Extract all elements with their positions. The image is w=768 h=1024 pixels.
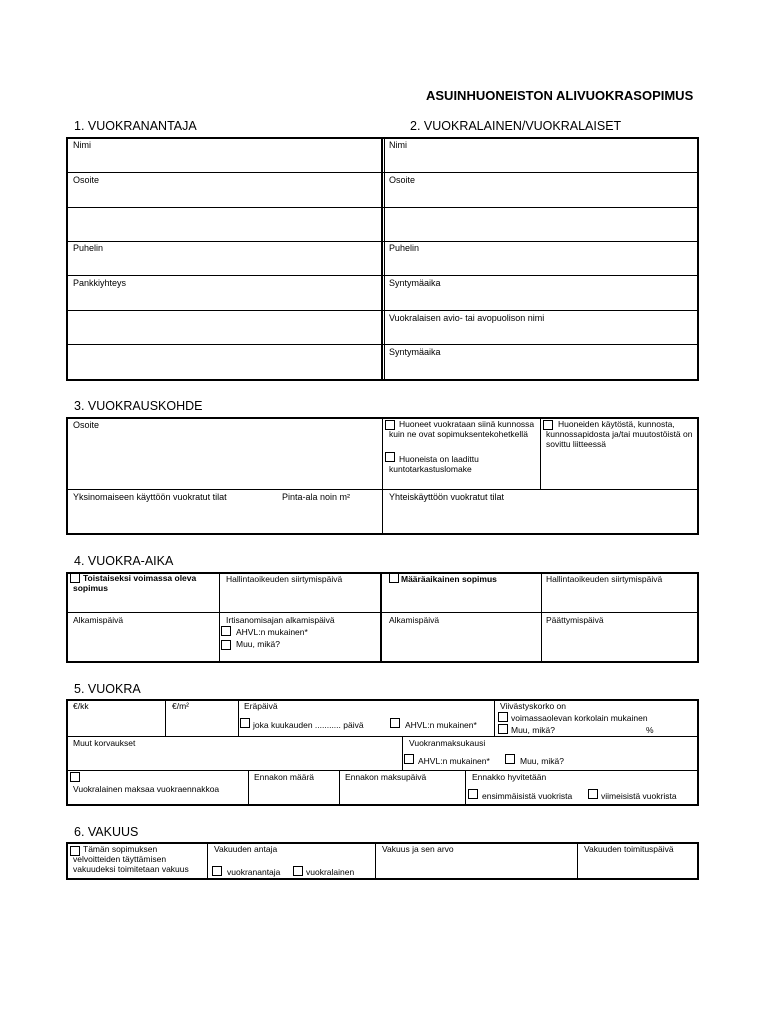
giver-tenant-label: vuokralainen [306, 867, 355, 877]
interest-law-label: voimassaolevan korkolain mukainen [511, 713, 648, 723]
landlord-bank-field[interactable]: Pankkiyhteys [73, 278, 127, 288]
notice-ahvl-label: AHVL:n mukainen* [236, 627, 308, 637]
rent-per-month-field[interactable]: €/kk [73, 701, 89, 711]
security-provided-label: Tämän sopimuksen velvoitteiden täyttämisen vakuudeksi toimitetaan vakuus [73, 844, 189, 875]
due-day-label: joka kuukauden ........... päivä [253, 720, 364, 730]
landlord-name-field[interactable]: Nimi [73, 140, 91, 150]
indefinite-contract-label: Toistaiseksi voimassa oleva sopimus [73, 573, 197, 594]
due-date-label: Eräpäivä [244, 701, 278, 711]
credit-first-label: ensimmäisistä vuokrista [482, 791, 573, 801]
payment-period-label: Vuokranmaksukausi [409, 738, 486, 748]
notice-start-date-label: Irtisanomisajan alkamispäivä [226, 615, 335, 625]
start-date-field-2[interactable]: Alkamispäivä [389, 615, 440, 625]
possession-date-field-2[interactable]: Hallintaoikeuden siirtymispäivä [546, 574, 663, 584]
period-ahvl-label: AHVL:n mukainen* [418, 756, 490, 766]
advance-rent-checkbox[interactable] [70, 772, 80, 782]
notice-other-checkbox[interactable] [221, 640, 231, 650]
interest-other-label: Muu, mikä? [511, 725, 555, 735]
due-day-checkbox[interactable] [240, 718, 250, 728]
interest-other-checkbox[interactable] [498, 724, 508, 734]
rent-per-m2-field[interactable]: €/m² [172, 701, 189, 711]
tenant-birthdate-field[interactable]: Syntymäaika [389, 278, 441, 288]
security-giver-label: Vakuuden antaja [214, 844, 278, 854]
shared-use-field[interactable]: Yhteiskäyttöön vuokratut tilat [389, 492, 505, 502]
period-other-checkbox[interactable] [505, 754, 515, 764]
advance-rent-label: Vuokralainen maksaa vuokraennakkoa [73, 784, 220, 794]
section-4-heading: 4. VUOKRA-AIKA [74, 554, 174, 568]
giver-landlord-checkbox[interactable] [212, 866, 222, 876]
security-value-field[interactable]: Vakuus ja sen arvo [382, 844, 454, 854]
interest-law-checkbox[interactable] [498, 712, 508, 722]
section-5-heading: 5. VUOKRA [74, 682, 141, 696]
late-interest-label: Viivästyskorko on [500, 701, 566, 711]
tenant-address-field[interactable]: Osoite [389, 175, 416, 185]
tenant-phone-field[interactable]: Puhelin [389, 243, 420, 253]
page-title: ASUINHUONEISTON ALIVUOKRASOPIMUS [426, 88, 694, 103]
percent-sign: % [646, 725, 654, 735]
advance-amount-field[interactable]: Ennakon määrä [254, 772, 315, 782]
credit-last-checkbox[interactable] [588, 789, 598, 799]
other-charges-field[interactable]: Muut korvaukset [73, 738, 136, 748]
giver-tenant-checkbox[interactable] [293, 866, 303, 876]
landlord-phone-field[interactable]: Puhelin [73, 243, 104, 253]
landlord-address-field[interactable]: Osoite [73, 175, 100, 185]
advance-payment-date-field[interactable]: Ennakon maksupäivä [345, 772, 427, 782]
period-other-label: Muu, mikä? [520, 756, 564, 766]
appendix-agreement-label: Huoneiden käytöstä, kunnosta, kunnossapidosta ja/tai muutostöistä on sovittu liitteessä [546, 419, 693, 450]
credit-last-label: viimeisistä vuokrista [601, 791, 677, 801]
notice-ahvl-checkbox[interactable] [221, 626, 231, 636]
tenant-name-field[interactable]: Nimi [389, 140, 407, 150]
security-delivery-date-field[interactable]: Vakuuden toimituspäivä [584, 844, 674, 854]
property-address-field[interactable]: Osoite [73, 420, 100, 430]
notice-other-label: Muu, mikä? [236, 639, 280, 649]
fixed-term-checkbox[interactable] [389, 573, 399, 583]
period-ahvl-checkbox[interactable] [404, 754, 414, 764]
section-1-heading: 1. VUOKRANANTAJA [74, 119, 197, 133]
due-ahvl-checkbox[interactable] [390, 718, 400, 728]
end-date-field[interactable]: Päättymispäivä [546, 615, 604, 625]
section-3-heading: 3. VUOKRAUSKOHDE [74, 399, 203, 413]
advance-credited-label: Ennakko hyvitetään [472, 772, 547, 782]
giver-landlord-label: vuokranantaja [227, 867, 281, 877]
exclusive-use-field[interactable]: Yksinomaiseen käyttöön vuokratut tilat [73, 492, 227, 502]
floor-area-field[interactable]: Pinta-ala noin m² [282, 492, 351, 502]
credit-first-checkbox[interactable] [468, 789, 478, 799]
tenant-spouse-name-field[interactable]: Vuokralaisen avio- tai avopuolison nimi [389, 313, 545, 323]
possession-date-field-1[interactable]: Hallintaoikeuden siirtymispäivä [226, 574, 343, 584]
due-ahvl-label: AHVL:n mukainen* [405, 720, 477, 730]
fixed-term-label: Määräaikainen sopimus [401, 574, 497, 584]
section-6-heading: 6. VAKUUS [74, 825, 139, 839]
inspection-form-label: Huoneista on laadittu kuntotarkastuslomake [389, 454, 479, 475]
section-2-heading: 2. VUOKRALAINEN/VUOKRALAISET [410, 119, 622, 133]
start-date-field-1[interactable]: Alkamispäivä [73, 615, 124, 625]
condition-as-is-label: Huoneet vuokrataan siinä kunnossa kuin ne ovat sopimuksentekohetkellä [389, 419, 535, 440]
spouse-birthdate-field[interactable]: Syntymäaika [389, 347, 441, 357]
